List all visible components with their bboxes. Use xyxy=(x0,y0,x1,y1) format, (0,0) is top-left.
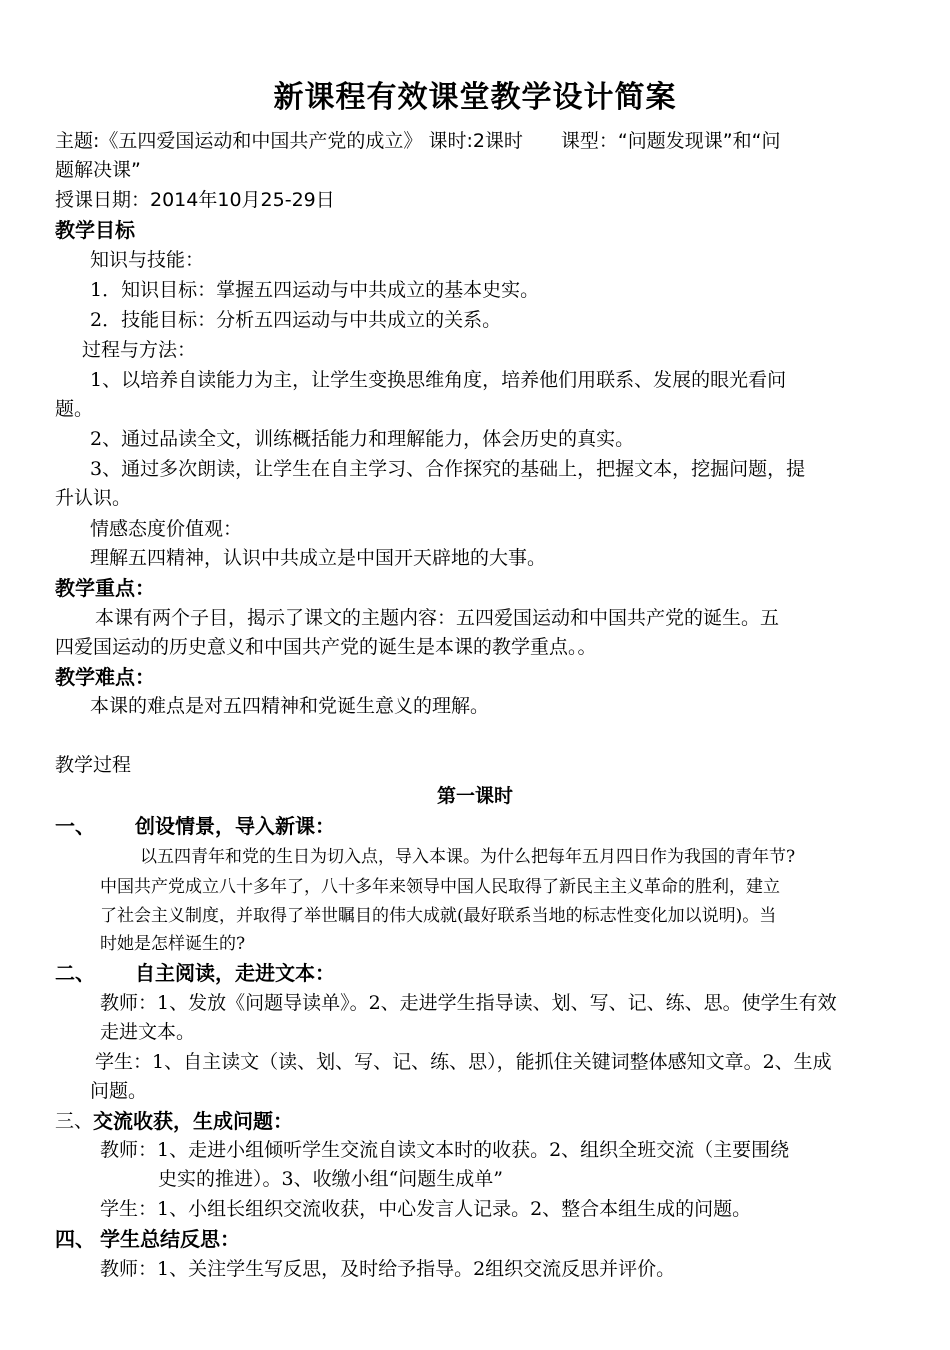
step-text: 问题。 xyxy=(90,1080,148,1102)
process-line: 题。 xyxy=(55,398,94,420)
emotion-text: 理解五四精神，认识中共成立是中国开天辟地的大事。 xyxy=(90,547,547,569)
emotion-heading: 情感态度价值观： xyxy=(90,518,243,540)
topic-line: 主题:《五四爱国运动和中国共产党的成立》 课时:2课时 课型：“问题发现课”和“问 xyxy=(55,130,781,152)
process-heading: 过程与方法： xyxy=(82,339,197,361)
step-text: 了社会主义制度，并取得了举世瞩目的伟大成就(最好联系当地的标志性变化加以说明)。当 xyxy=(100,906,777,926)
step-number: 三、 xyxy=(55,1110,94,1132)
knowledge-item: 2．技能目标：分析五四运动与中共成立的关系。 xyxy=(90,309,502,331)
process-line: 1、以培养自读能力为主，让学生变换思维角度，培养他们用联系、发展的眼光看问 xyxy=(90,369,787,391)
key-points-line: 本课有两个子目，揭示了课文的主题内容：五四爱国运动和中国共产党的诞生。五 xyxy=(95,607,780,629)
topic-line-cont: 题解决课” xyxy=(55,159,141,181)
step-title: 学生总结反思： xyxy=(100,1227,240,1251)
step-number: 四、 xyxy=(55,1227,95,1251)
objectives-heading: 教学目标 xyxy=(55,218,135,242)
step-title: 自主阅读，走进文本： xyxy=(135,961,335,985)
step-text: 时她是怎样诞生的? xyxy=(100,934,246,954)
step-title: 创设情景，导入新课： xyxy=(135,814,335,838)
process-line: 3、通过多次朗读，让学生在自主学习、合作探究的基础上，把握文本，挖掘问题，提 xyxy=(90,458,806,480)
step-number: 一、 xyxy=(55,814,95,838)
step-text: 以五四青年和党的生日为切入点，导入本课。为什么把每年五月四日作为我国的青年节? xyxy=(140,847,796,867)
step-text: 中国共产党成立八十多年了，八十多年来领导中国人民取得了新民主主义革命的胜利，建立 xyxy=(100,877,780,897)
process-line: 升认识。 xyxy=(55,487,132,509)
step-text: 教师：1、走进小组倾听学生交流自读文本时的收获。2、组织全班交流（主要围绕 xyxy=(100,1139,790,1161)
knowledge-item: 1．知识目标：掌握五四运动与中共成立的基本史实。 xyxy=(90,279,540,301)
step-text: 教师：1、关注学生写反思，及时给予指导。2组织交流反思并评价。 xyxy=(100,1258,676,1280)
page-title: 新课程有效课堂教学设计简案 xyxy=(273,80,677,115)
difficulties-text: 本课的难点是对五四精神和党诞生意义的理解。 xyxy=(90,695,490,717)
lesson-heading: 第一课时 xyxy=(436,785,513,807)
step-title: 交流收获，生成问题： xyxy=(93,1109,293,1133)
key-points-line: 四爱国运动的历史意义和中国共产党的诞生是本课的教学重点。。 xyxy=(55,636,597,658)
step-text: 学生：1、小组长组织交流收获，中心发言人记录。2、整合本组生成的问题。 xyxy=(100,1198,752,1220)
step-text: 走进文本。 xyxy=(100,1021,196,1043)
process-section-heading: 教学过程 xyxy=(55,754,132,776)
date-line: 授课日期：2014年10月25-29日 xyxy=(55,189,335,211)
key-points-heading: 教学重点： xyxy=(55,576,155,600)
step-number: 二、 xyxy=(55,961,95,985)
step-text: 学生：1、自主读文（读、划、写、记、练、思），能抓住关键词整体感知文章。2、生成 xyxy=(95,1051,832,1073)
step-text: 教师：1、发放《问题导读单》。2、走进学生指导读、划、写、记、练、思。使学生有效 xyxy=(100,992,837,1014)
step-text: 史实的推进）。3、收缴小组“问题生成单” xyxy=(158,1168,504,1190)
difficulties-heading: 教学难点： xyxy=(55,665,155,689)
process-line: 2、通过品读全文，训练概括能力和理解能力，体会历史的真实。 xyxy=(90,428,635,450)
knowledge-heading: 知识与技能： xyxy=(90,249,205,271)
